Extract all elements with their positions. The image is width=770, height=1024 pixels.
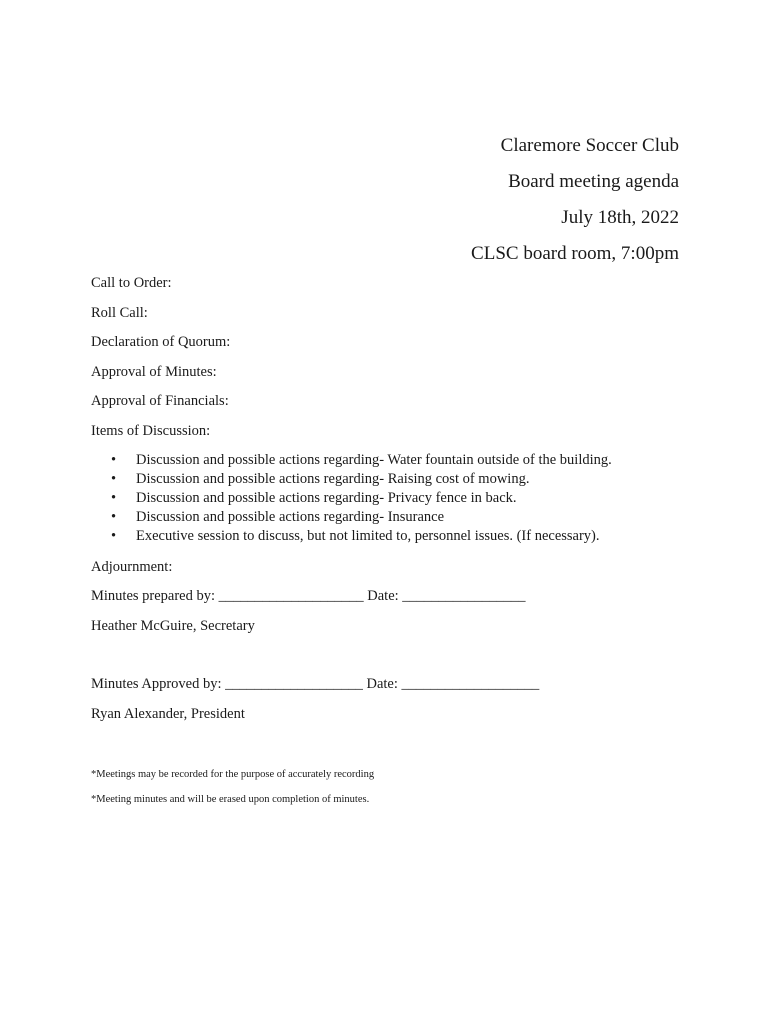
discussion-items-list (91, 451, 711, 547)
approval-of-minutes: Approval of Minutes: (91, 363, 217, 380)
adjournment: Adjournment: (91, 558, 173, 575)
list-item-text: Discussion and possible actions regarding- Water fountain outside of the building. (136, 451, 612, 468)
agenda-body (91, 272, 711, 733)
secretary-name: Heather McGuire, Secretary (91, 617, 255, 634)
recording-note: *Meetings may be recorded for the purpose of accurately recording (91, 769, 375, 780)
spacer (91, 644, 711, 673)
list-item (91, 527, 711, 546)
meeting-location: CLSC board room, 7:00pm (471, 243, 679, 264)
document-title: Board meeting agenda (508, 171, 679, 192)
minutes-approved-by-line: Minutes Approved by: ___________________ Date: ___________________ (91, 676, 540, 693)
organization-name: Claremore Soccer Club (500, 135, 679, 156)
items-of-discussion-heading: Items of Discussion: (91, 422, 211, 439)
declaration-of-quorum: Declaration of Quorum: (91, 334, 231, 351)
list-item (91, 470, 711, 489)
president-name: Ryan Alexander, President (91, 705, 245, 722)
list-item (91, 489, 711, 508)
list-item-text: Discussion and possible actions regarding- Raising cost of mowing. (136, 470, 530, 487)
minutes-prepared-by-line: Minutes prepared by: ____________________ Date: _________________ (91, 588, 526, 605)
document-header (471, 128, 679, 272)
list-item (91, 451, 711, 470)
list-item-text: Discussion and possible actions regarding- Privacy fence in back. (136, 489, 517, 506)
meeting-date: July 18th, 2022 (561, 207, 679, 228)
roll-call: Roll Call: (91, 304, 148, 321)
bullet-icon: • (111, 528, 117, 545)
list-item-text: Executive session to discuss, but not limited to, personnel issues. (If necessary). (136, 528, 600, 545)
list-item (91, 508, 711, 527)
bullet-icon: • (111, 451, 117, 468)
call-to-order: Call to Order: (91, 275, 172, 291)
approval-of-financials: Approval of Financials: (91, 393, 229, 410)
bullet-icon: • (111, 489, 117, 506)
bullet-icon: • (111, 470, 117, 487)
bullet-icon: • (111, 509, 117, 526)
erasure-note: *Meeting minutes and will be erased upon completion of minutes. (91, 794, 370, 805)
list-item-text: Discussion and possible actions regarding- Insurance (136, 509, 445, 526)
